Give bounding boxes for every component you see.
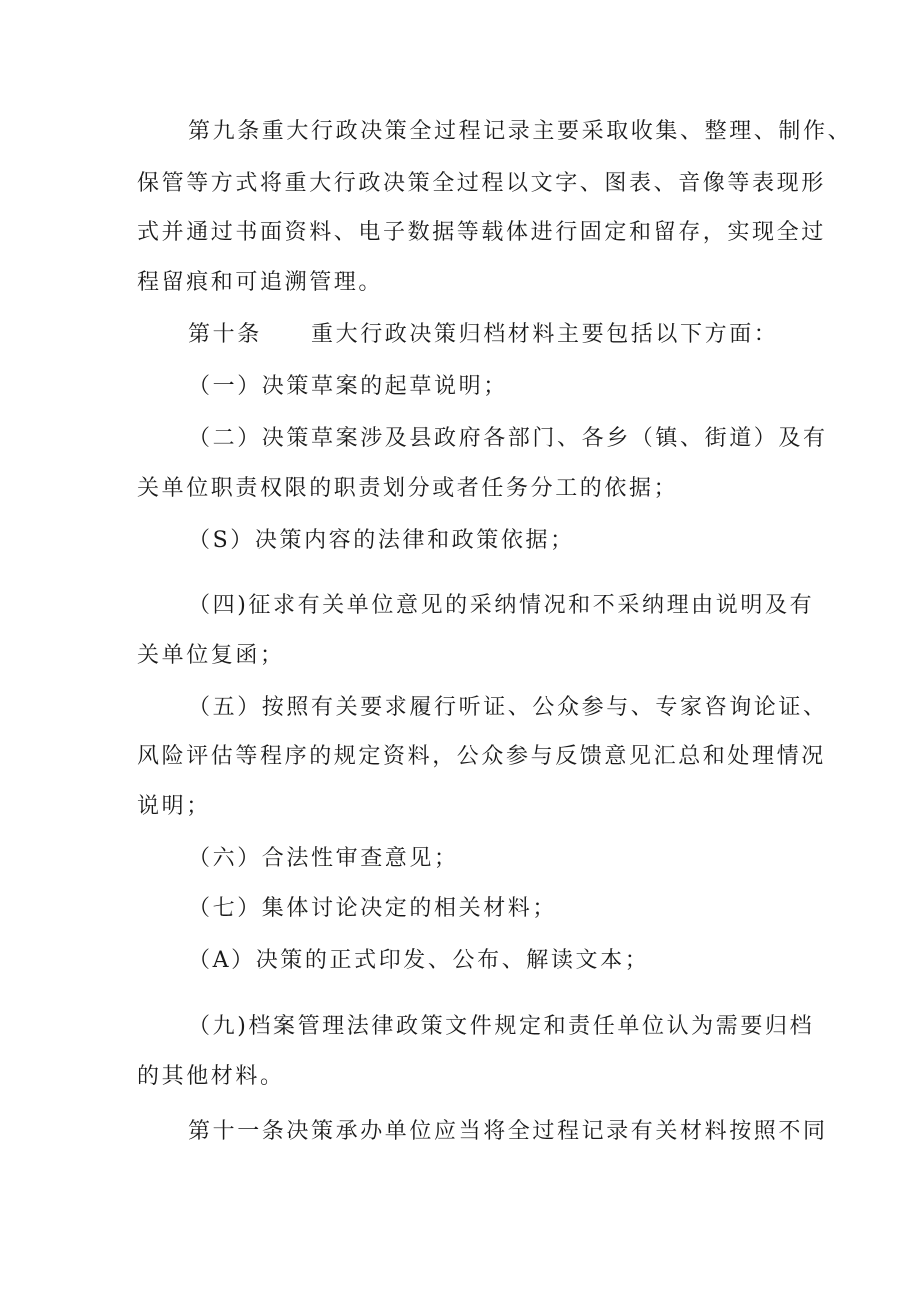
text-line-9: （S）决策内容的法律和政策依据； [188, 528, 575, 553]
text-line-17: （A）决策的正式印发、公布、解读文本； [188, 948, 650, 973]
text-line-12: （五）按照有关要求履行听证、公众参与、专家咨询论证、 [188, 695, 828, 720]
text-line-2: 保管等方式将重大行政决策全过程以文字、图表、音像等表现形 [137, 171, 826, 196]
text-line-13: 风险评估等程序的规定资料，公众参与反馈意见汇总和处理情况 [137, 744, 826, 769]
text-line-14: 说明； [137, 794, 211, 819]
text-line-6: （一）决策草案的起草说明； [188, 374, 508, 399]
text-line-18: （九)档案管理法律政策文件规定和责任单位认为需要归档 [188, 1014, 815, 1039]
text-line-4: 程留痕和可追溯管理。 [137, 270, 384, 295]
text-line-15: （六）合法性审查意见； [188, 846, 459, 871]
text-line-11: 关单位复函； [137, 643, 285, 668]
text-line-1: 第九条重大行政决策全过程记录主要采取收集、整理、制作、 [188, 119, 853, 144]
text-line-19: 的其他材料。 [137, 1064, 285, 1089]
text-line-5: 第十条 重大行政决策归档材料主要包括以下方面： [188, 322, 779, 347]
text-line-7: （二）决策草案涉及县政府各部门、各乡（镇、街道）及有 [188, 426, 828, 451]
text-line-20: 第十一条决策承办单位应当将全过程记录有关材料按照不同 [188, 1119, 828, 1144]
text-line-3: 式并通过书面资料、电子数据等载体进行固定和留存，实现全过 [137, 220, 826, 245]
text-line-8: 关单位职责权限的职责划分或者任务分工的依据； [137, 476, 679, 501]
text-line-10: （四)征求有关单位意见的采纳情况和不采纳理由说明及有 [188, 593, 815, 618]
text-line-16: （七）集体讨论决定的相关材料； [188, 896, 558, 921]
